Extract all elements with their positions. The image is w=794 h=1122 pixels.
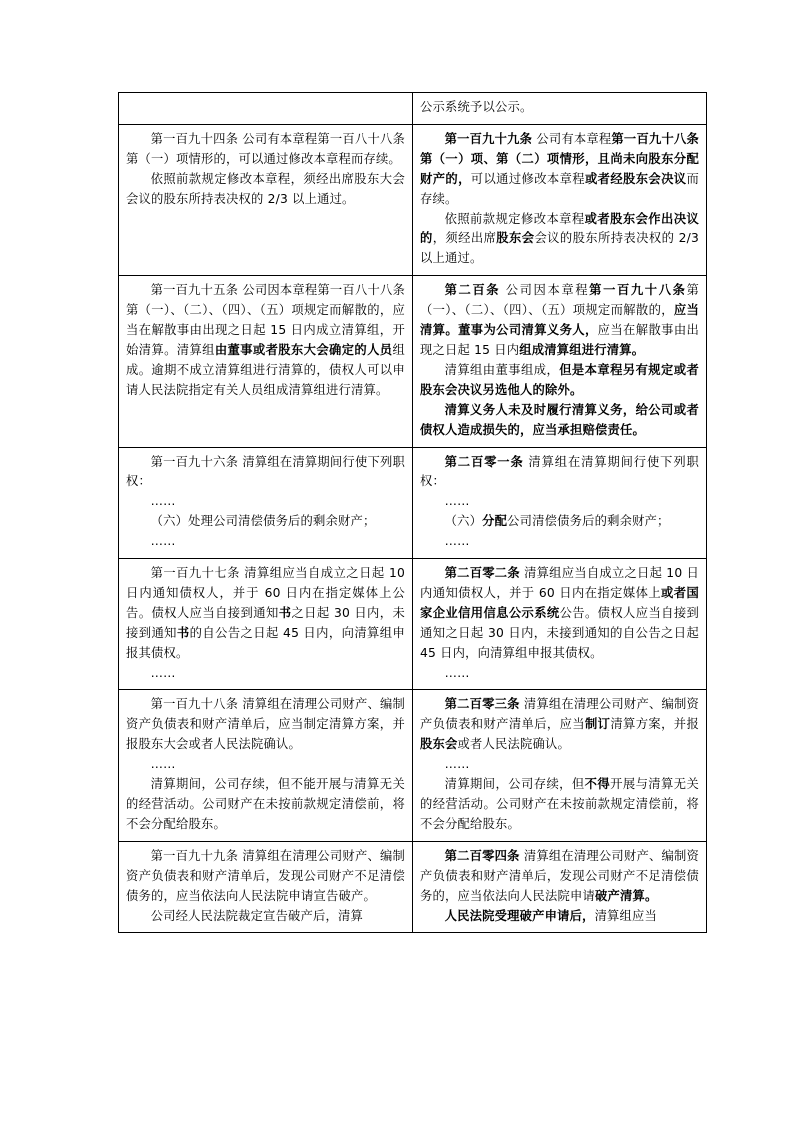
body-text: …… <box>444 534 470 549</box>
table-cell-right <box>413 559 707 690</box>
body-text: 之日起 30 日内，未接到通知 <box>126 605 406 640</box>
table-cell-left <box>119 447 413 559</box>
body-text: 解散事由出现之日起 15 日内 <box>420 323 700 357</box>
paragraph <box>126 512 405 532</box>
paragraph <box>420 130 699 210</box>
table-row <box>119 447 707 559</box>
table-row <box>119 841 707 933</box>
empty-cell <box>126 98 405 116</box>
emphasis-text: 书 <box>278 605 292 620</box>
emphasis-text: 第二百零一条 <box>444 454 524 469</box>
emphasis-text: 但是本章程另有规定或者股东会决议另选他人的除外。 <box>420 362 699 397</box>
paragraph <box>420 492 699 512</box>
body-text: ，须经出席 <box>432 231 497 246</box>
paragraph <box>420 775 699 835</box>
paragraph <box>420 98 699 118</box>
body-text: 第一百九十六条 清算组在清算期间行使下列职权： <box>126 454 405 489</box>
paragraph <box>420 695 699 755</box>
paragraph <box>126 695 405 755</box>
body-text: 开展与清算无关的经营活动。公司财产在未按前款规定清偿前，将不会分配给股东。 <box>420 777 699 831</box>
emphasis-text: 或者股东大会确定的人员 <box>252 342 393 357</box>
emphasis-text: 组成清算组进行清算。 <box>519 342 645 357</box>
comparison-table <box>118 92 707 933</box>
paragraph <box>126 755 405 775</box>
body-text: 清算组应当自成立之日起 10 日内通知债权人，并于 60 日内在指定媒体上 <box>420 566 699 600</box>
paragraph <box>126 492 405 512</box>
body-text: （六） <box>444 514 483 529</box>
body-text: 而存续。 <box>420 171 699 206</box>
paragraph <box>420 453 699 493</box>
body-text: 或者人民法院确认。 <box>457 737 570 752</box>
paragraph <box>126 281 405 400</box>
body-text: 第一百九十七条 清算组应当自成立之日起 10 日内通知债权人，并于 60 日内在指定媒体上公告。债权人应当自接到通知 <box>126 566 405 620</box>
emphasis-text: 股东会 <box>420 737 458 752</box>
paragraph <box>126 532 405 552</box>
paragraph <box>420 281 699 361</box>
emphasis-text: 第二百零四条 <box>444 848 520 863</box>
body-text: 清算期间，公司存续，但不能开展与清算无关的经营活动。公司财产在未按前款规定清偿前，将不会分配给股东。 <box>126 777 405 831</box>
paragraph <box>126 130 405 170</box>
body-text: 第一百九十五条 公司因本章程第一百八十八条第（一）、（二）、（四）、（五）项规定而解散的，应当在解散事由出现之日起 15 日内成立清算组，开始清算。清算组 <box>126 283 405 357</box>
body-text: 第一百九十八条 清算组在清理公司财产、编制资产负债表和财产清单后，应当制定清算方案，并报股东大会或者人民法院确认。 <box>126 697 405 752</box>
table-cell-left <box>119 276 413 447</box>
paragraph <box>420 512 699 532</box>
table-cell-right <box>413 690 707 841</box>
emphasis-text: 书 <box>176 625 190 640</box>
paragraph <box>420 847 699 907</box>
body-text: 清算组在清理公司财产、编制资产负债表和财产清单后，发现公司财产不足清偿债务的，应当依法向人民法院申请 <box>420 848 699 903</box>
body-text: …… <box>444 494 470 509</box>
paragraph <box>126 775 405 835</box>
table-cell-right <box>413 124 707 275</box>
table-cell-right <box>413 841 707 933</box>
table-cell-right <box>413 93 707 125</box>
paragraph <box>126 453 405 493</box>
paragraph <box>420 564 699 664</box>
emphasis-text: 分配 <box>482 514 508 529</box>
body-text: 公示系统予以公示。 <box>420 100 533 114</box>
emphasis-text: 制订 <box>584 717 611 732</box>
table-row <box>119 276 707 447</box>
emphasis-text: 第二百条 <box>444 283 501 298</box>
body-text: …… <box>444 757 470 772</box>
table-row <box>119 93 707 125</box>
emphasis-text: 第一百九十八条第（一）项、第（二）项情形，且尚未向股东分配财产的， <box>420 131 700 186</box>
body-text: 在 <box>623 323 636 338</box>
body-text: 清算组由董事组成， <box>444 362 560 377</box>
table-row <box>119 690 707 841</box>
paragraph <box>420 210 699 270</box>
body-text: 第一百九十九条 清算组在清理公司财产、编制资产负债表和财产清单后，发现公司财产不足清偿债务的，应当依法向人民法院申请宣告破产。 <box>126 848 405 903</box>
body-text: 公司经人民法院裁定宣告破产后，清算 <box>150 908 364 923</box>
paragraph <box>126 664 405 684</box>
body-text: 公司因本章程 <box>500 283 590 298</box>
body-text: 依照前款规定修改本章程，须经出席股东大会会议的股东所持表决权的 2/3 以上通过。 <box>126 171 405 206</box>
table-cell-right <box>413 276 707 447</box>
body-text: 可以通过修改本章程 <box>470 171 585 186</box>
body-text: 会议的股东所持表决权的 2/3 以上通过。 <box>420 231 699 266</box>
table-cell-left <box>119 93 413 125</box>
emphasis-text: 第二百零三条 <box>444 697 520 712</box>
body-text: 清算期间，公司存续，但 <box>444 777 585 792</box>
body-text: …… <box>150 534 176 549</box>
table-body <box>119 93 707 933</box>
paragraph <box>126 564 405 664</box>
body-text: 组成。逾期不成立清算组进行清算的，债权人可以申请人民法院指定有关人员组成清算组进行清算。 <box>126 342 405 397</box>
table-row <box>119 559 707 690</box>
paragraph <box>420 755 699 775</box>
body-text: 清算组在清算期间行使下列职权： <box>420 454 699 489</box>
table-row <box>119 124 707 275</box>
paragraph <box>420 532 699 552</box>
body-text: 公告。债权人应当自接到通知之日起 30 日内，未接到通知的自公告之日起 45 日内，向清算组申报其债权。 <box>420 605 700 660</box>
paragraph <box>126 170 405 210</box>
body-text: 第（一）、（二）、（四）、（五）项规定而解散的， <box>420 283 700 318</box>
emphasis-text: 股东会 <box>496 231 535 246</box>
emphasis-text: 不得 <box>584 777 611 792</box>
body-text: …… <box>150 494 176 509</box>
emphasis-text: 第一百九十八条 <box>589 283 687 298</box>
paragraph <box>420 664 699 684</box>
body-text: （六）处理公司清偿债务后的剩余财产； <box>150 514 376 529</box>
table-cell-left <box>119 559 413 690</box>
body-text: 清算方案，并报 <box>610 717 699 732</box>
emphasis-text: 第二百零二条 <box>444 566 520 581</box>
table-cell-left <box>119 690 413 841</box>
emphasis-text: 第一百九十九条 <box>444 131 533 146</box>
paragraph <box>420 401 699 441</box>
body-text: 依照前款规定修改本章程 <box>444 211 585 226</box>
emphasis-text: 由董事 <box>214 342 253 357</box>
body-text: …… <box>150 665 176 680</box>
table-cell-left <box>119 124 413 275</box>
emphasis-text: 人民法院受理破产申请后， <box>444 908 595 923</box>
emphasis-text: 或者经股东会决议 <box>584 171 687 186</box>
body-text: 清算组应当 <box>594 908 658 923</box>
table-cell-right <box>413 447 707 559</box>
paragraph <box>420 907 699 927</box>
body-text: 公司清偿债务后的剩余财产； <box>507 514 670 529</box>
paragraph <box>420 361 699 401</box>
body-text: …… <box>444 665 470 680</box>
body-text: …… <box>150 757 176 772</box>
body-text: 第一百九十四条 公司有本章程第一百八十八条第（一）项情形的，可以通过修改本章程而存续。 <box>126 131 405 166</box>
table-cell-left <box>119 841 413 933</box>
emphasis-text: 或者股东会作出决议的 <box>420 211 699 246</box>
emphasis-text: 应当清算。董事为公司清算义务人， <box>420 303 699 338</box>
body-text: 的自公告之日起 45 日内，向清算组申报其债权。 <box>126 625 406 660</box>
emphasis-text: 破产清算。 <box>594 888 658 903</box>
body-text: 应当 <box>597 323 624 338</box>
emphasis-text: 或者国家企业信用信息公示系统 <box>420 585 699 620</box>
paragraph <box>126 907 405 927</box>
body-text: 公司有本章程 <box>532 131 612 146</box>
body-text: 清算组在清理公司财产、编制资产负债表和财产清单后，应当 <box>420 697 699 732</box>
paragraph <box>126 847 405 907</box>
emphasis-text: 清算义务人未及时履行清算义务，给公司或者债权人造成损失的，应当承担赔偿责任。 <box>420 402 699 437</box>
